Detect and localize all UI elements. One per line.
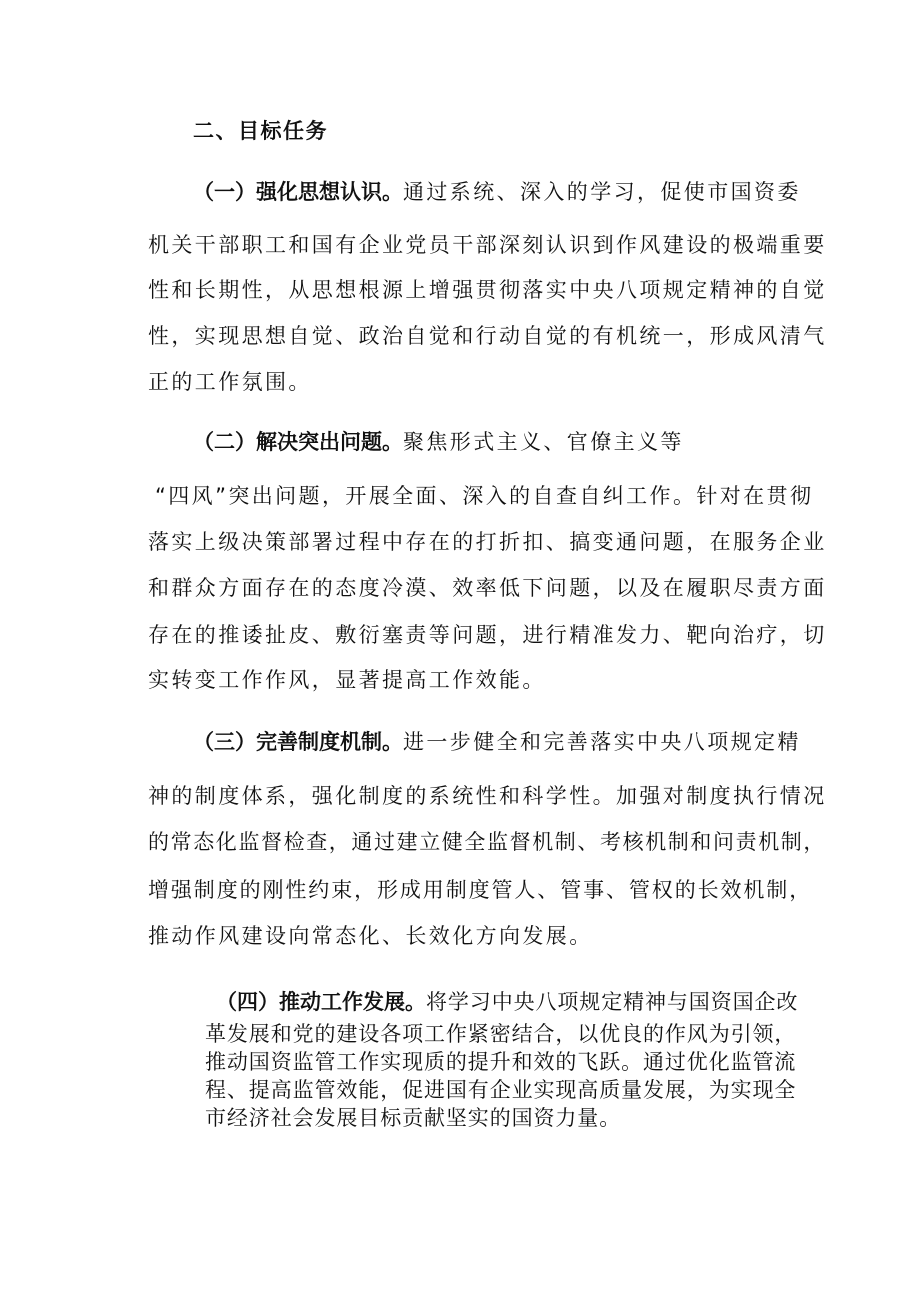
paragraph-3-line-5: 推动作风建设向常态化、长效化方向发展。 <box>148 924 593 948</box>
paragraph-4-line-5: 市经济社会发展目标贡献坚实的国资力量。 <box>205 1106 622 1130</box>
paragraph-4-title: （四）推动工作发展。 <box>216 990 426 1014</box>
paragraph-2-line-6: 实转变工作作风，显著提高工作效能。 <box>148 668 546 692</box>
paragraph-3-line-2: 神的制度体系，强化制度的系统性和科学性。加强对制度执行情况 <box>148 784 827 808</box>
paragraph-3-text: 进一步健全和完善落实中央八项规定精 <box>403 730 801 754</box>
paragraph-2-line-2: “四风”突出问题，开展全面、深入的自查自纠工作。针对在贯彻 <box>155 484 814 508</box>
paragraph-4-line-3: 推动国资监管工作实现质的提升和效的飞跃。通过优化监管流 <box>205 1050 797 1074</box>
paragraph-3-line-3: 的常态化监督检查，通过建立健全监督机制、考核机制和问责机制， <box>148 830 826 854</box>
paragraph-1-title: （一）强化思想认识。 <box>193 180 403 204</box>
paragraph-2-line-4: 和群众方面存在的态度冷漠、效率低下问题，以及在履职尽责方面 <box>148 576 827 600</box>
paragraph-4-text: 将学习中央八项规定精神与国资国企改 <box>426 990 799 1014</box>
paragraph-1-line-4: 性，实现思想自觉、政治自觉和行动自觉的有机统一，形成风清气 <box>148 324 827 348</box>
paragraph-4-line-4: 程、提高监管效能，促进国有企业实现高质量发展，为实现全 <box>205 1078 797 1102</box>
paragraph-1-line-1 <box>193 178 801 206</box>
paragraph-2-line-5: 存在的推诿扯皮、敷衍塞责等问题，进行精准发力、靶向治疗，切 <box>148 623 827 647</box>
paragraph-1-line-3: 性和长期性，从思想根源上增强贯彻落实中央八项规定精神的自觉 <box>148 278 827 302</box>
paragraph-2-title: （二）解决突出问题。 <box>193 430 403 454</box>
paragraph-2-text: 聚焦形式主义、官僚主义等 <box>403 430 684 454</box>
paragraph-3-line-4: 增强制度的刚性约束，形成用制度管人、管事、管权的长效机制， <box>148 878 813 902</box>
paragraph-1-text: 通过系统、深入的学习，促使市国资委 <box>403 180 801 204</box>
paragraph-1-line-5: 正的工作氛围。 <box>148 370 312 394</box>
paragraph-4-line-2: 革发展和党的建设各项工作紧密结合，以优良的作风为引领， <box>205 1022 797 1046</box>
section-heading: 二、目标任务 <box>193 119 328 143</box>
paragraph-3-line-1 <box>193 728 801 756</box>
paragraph-1-line-2: 机关干部职工和国有企业党员干部深刻认识到作风建设的极端重要 <box>148 233 827 257</box>
paragraph-4-line-1 <box>216 990 798 1014</box>
paragraph-2-line-3: 落实上级决策部署过程中存在的打折扣、搞变通问题，在服务企业 <box>148 530 827 554</box>
paragraph-3-title: （三）完善制度机制。 <box>193 730 403 754</box>
paragraph-2-line-1 <box>193 428 684 456</box>
